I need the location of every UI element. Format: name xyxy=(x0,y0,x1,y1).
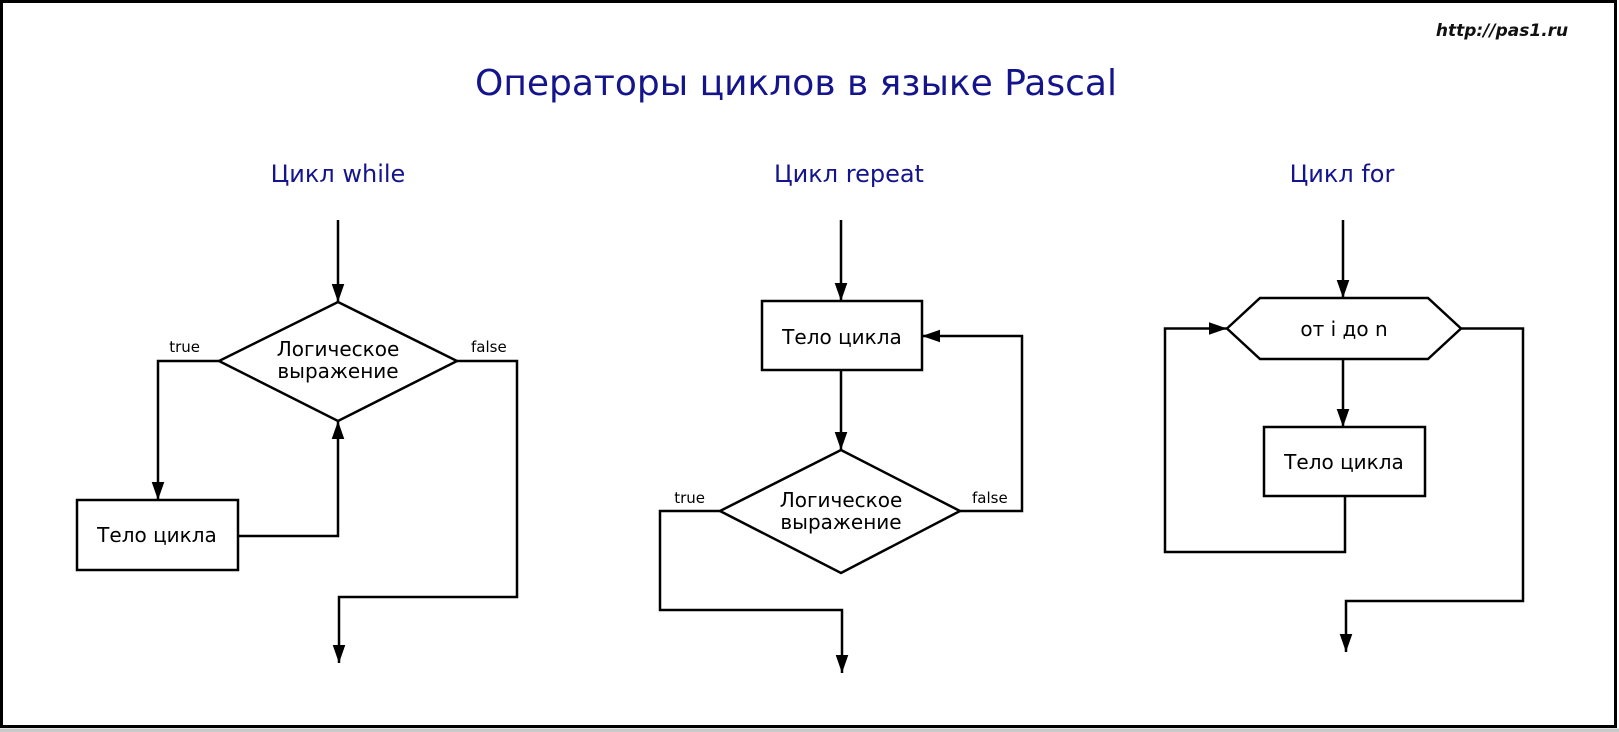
repeat-body-label: Тело цикла xyxy=(782,325,902,349)
while-condition-label-line1: Логическое xyxy=(276,337,400,361)
for-heading: Цикл for xyxy=(1289,160,1395,188)
while-false-label: false xyxy=(471,338,507,356)
while-body-label: Тело цикла xyxy=(97,523,217,547)
while-true-label: true xyxy=(169,338,200,356)
for-body-label: Тело цикла xyxy=(1284,450,1404,474)
for-range-label: от i до n xyxy=(1300,317,1388,341)
while-condition-label-line2: выражение xyxy=(277,359,399,383)
for-flowchart xyxy=(1165,160,1523,652)
repeat-condition-label-line1: Логическое xyxy=(779,488,903,512)
site-watermark: http://pas1.ru xyxy=(1435,21,1569,41)
repeat-heading: Цикл repeat xyxy=(774,160,924,188)
while-heading: Цикл while xyxy=(270,160,406,188)
repeat-true-label: true xyxy=(674,489,705,507)
page-title: Операторы циклов в языке Pascal xyxy=(475,63,1117,104)
while-true-branch-arrow xyxy=(158,361,219,500)
while-loopback-arrow xyxy=(238,421,338,536)
while-flowchart xyxy=(77,160,517,663)
repeat-false-label: false xyxy=(972,489,1008,507)
repeat-loopback-arrow xyxy=(922,336,1022,511)
page-bottom-edge xyxy=(0,729,1619,732)
repeat-condition-label-line2: выражение xyxy=(780,510,902,534)
repeat-flowchart xyxy=(660,160,1022,673)
